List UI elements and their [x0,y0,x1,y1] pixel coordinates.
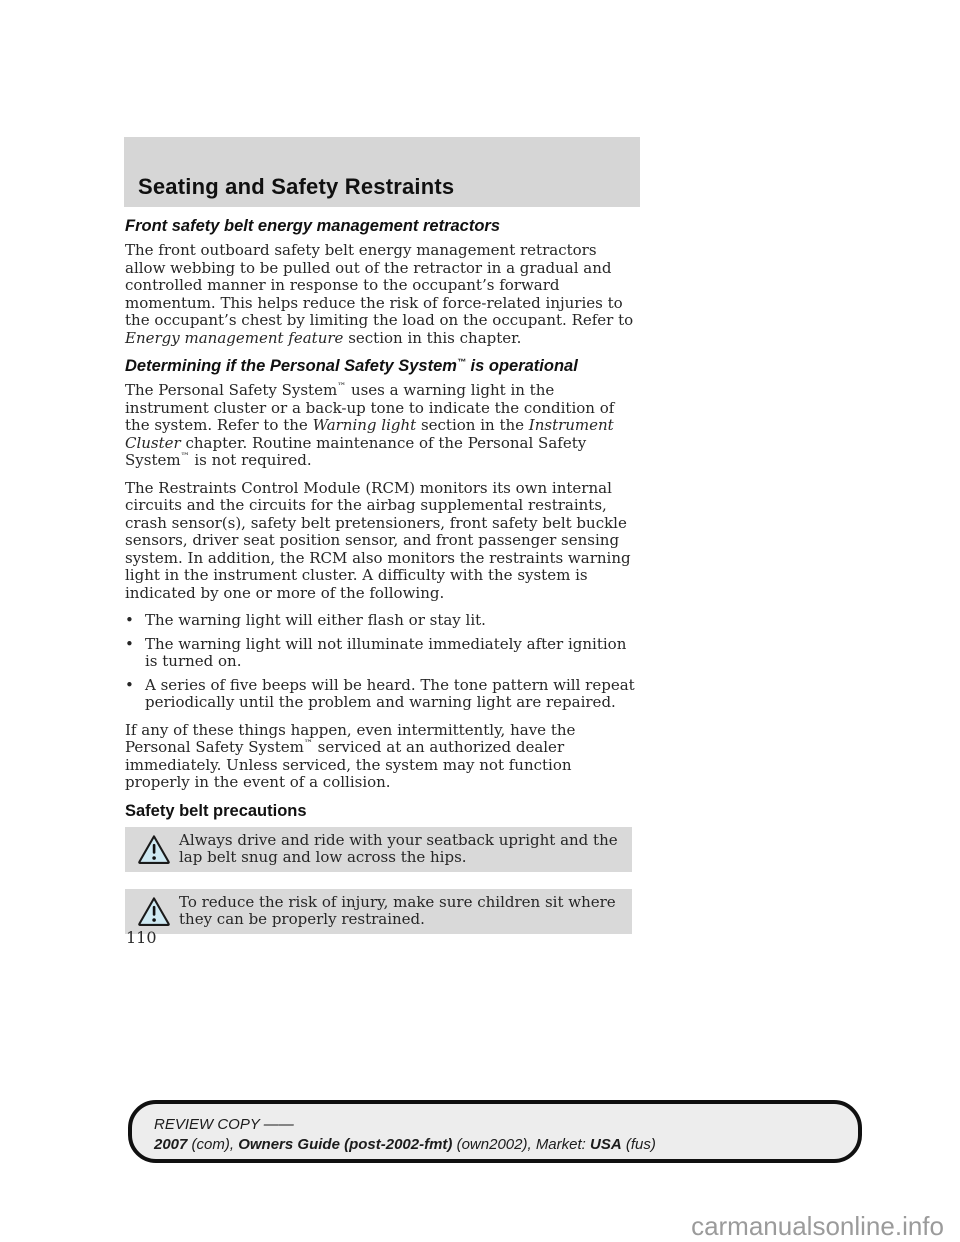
page-content [125,137,637,951]
warning-box [125,889,632,934]
stamp-text: Market: [535,1136,590,1153]
cross-reference: Warning light [312,416,417,434]
stamp-text: (fus) [621,1136,656,1153]
list-item-text: The warning light will not illuminate immediately after ignition is turned on. [145,634,627,670]
paragraph-text: The front outboard safety belt energy management retractors allow webbing to be pulled out of the retractor in a gradual and controlled manner in response to the occupant’s forward momentum. This helps reduce the risk of force-related injuries to the occupant’s chest by limiting the load on the occupant. Refer to [125,241,634,329]
warning-icon [137,834,171,865]
stamp-text: (com), [187,1136,239,1153]
cross-reference: Energy management feature [125,328,344,347]
paragraph-text: uses a warning light in the instrument cluster or a back-up tone to indicate the condition of the system. Refer to the [125,381,615,434]
bullet-marker: • [125,675,134,694]
list-item-text: A series of five beeps will be heard. The tone pattern will repeat periodically until the problem and warning light are repaired. [145,675,635,711]
list-item [125,612,637,630]
heading-text: is operational [465,357,578,375]
symptom-list [125,612,637,712]
chapter-header-bar [124,137,640,207]
stamp-year: 2007 [154,1136,188,1153]
paragraph-text: chapter. Routine maintenance of the Personal Safety System [125,433,587,469]
heading-text: Determining if the Personal Safety System [125,357,457,375]
stamp-line-2 [154,1136,858,1153]
paragraph-warning-light [125,382,637,470]
trademark-symbol: ™ [456,357,466,367]
stamp-text: (own2002), [452,1136,536,1153]
trademark-symbol: ™ [337,382,347,392]
paragraph-text: section in this chapter. [343,328,522,347]
paragraph-rcm: The Restraints Control Module (RCM) monitors its own internal circuits and the circuits for the airbag supplemental restraints, crash sensor(s), safety belt pretensioners, front safety belt buckle sensors, driver seat position sensor, and front passenger sensing system. In addition, the RCM also monitors the restraints warning light in the instrument cluster. A difficulty with the system is indicated by one or more of the following. [125,478,631,602]
warning-icon [137,896,171,927]
section-heading-operational [125,357,637,376]
stamp-guide-name: Owners Guide (post-2002-fmt) [238,1136,453,1153]
section-heading-precautions: Safety belt precautions [125,801,307,820]
paragraph-text: section in the [416,416,529,434]
watermark: carmanualsonline.info [691,1211,944,1241]
stamp-market: USA [590,1136,622,1153]
section-heading-retractors: Front safety belt energy management retractors [125,217,501,235]
warning-text: To reduce the risk of injury, make sure children sit where they can be properly restrained. [179,892,616,928]
trademark-symbol: ™ [303,739,313,749]
warning-box [125,827,632,872]
warning-text: Always drive and ride with your seatback upright and the lap belt snug and low across the hips. [179,830,618,866]
paragraph-text: is not required. [189,451,312,469]
review-copy-stamp [128,1100,862,1163]
paragraph-text: If any of these things happen, even intermittently, have the Personal Safety System [125,720,576,756]
chapter-title: Seating and Safety Restraints [138,174,455,199]
paragraph-retractors [125,242,637,347]
trademark-symbol: ™ [180,452,190,462]
list-item [125,636,637,671]
paragraph-service [125,722,637,792]
cross-reference: Instrument Cluster [125,416,614,452]
bullet-marker: • [125,634,134,653]
paragraph-text: serviced at an authorized dealer immediately. Unless serviced, the system may not function properly in the event of a collision. [125,738,572,791]
list-item [125,677,637,712]
stamp-line-1: REVIEW COPY —— [154,1116,294,1133]
list-item-text: The warning light will either flash or stay lit. [145,611,486,629]
page-number: 110 [126,928,157,947]
bullet-marker: • [125,611,134,629]
paragraph-text: The Personal Safety System [125,381,338,399]
